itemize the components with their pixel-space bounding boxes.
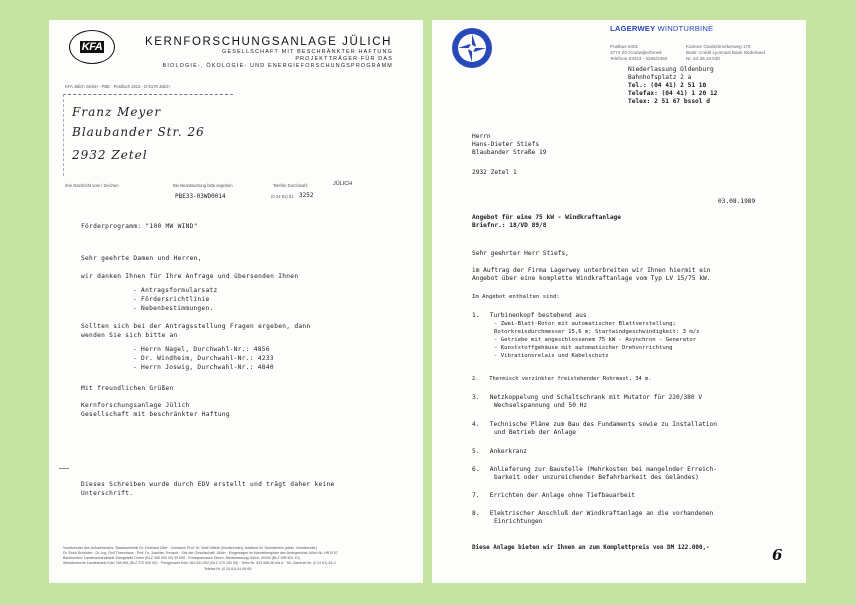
enclosure-1: - Antragsformularsatz [133, 287, 218, 294]
address-field [63, 94, 233, 176]
kfa-logo: KFA [69, 30, 115, 64]
offer-item-5: 5. Ankerkranz [472, 448, 527, 455]
ref-label-1: Ihre Nachricht vom / Zeichen [65, 183, 119, 188]
subject: Förderprogramm: "100 MW WIND" [81, 223, 198, 230]
postbus-line-1: Postbus 6401 [610, 44, 639, 49]
letter-date: 03.08.1989 [718, 198, 756, 205]
kantoor-line-3: Nr. 64.46.19.530 [686, 56, 720, 61]
price-line: Diese Anlage bieten wir Ihnen an zum Komplettpreis von DM 122.000,- [472, 545, 710, 551]
footer-line-3: Bankkonten: Landeszentralbank Zweigstelle Düren (BLZ 395 000 00) 39 609 · Kreissparkasse Düren, Niederlassung Jülich, 40330 (BLZ 395 501 10) [63, 556, 300, 560]
branch-telephone: Tel.: (04 41) 2 51 10 [628, 82, 707, 89]
ref-city: JÜLICH [333, 181, 353, 187]
page-number: 6 [772, 546, 783, 564]
body-text-2a: Sollten sich bei der Antragsstellung Fragen ergeben, dann [81, 323, 311, 330]
org-subtitle-3: BIOLOGIE-, ÖKOLOGIE- UND ENERGIEFORSCHUNGSPROGRAMM [162, 63, 393, 69]
sender-line: KFA Jülich GmbH · PBE · Postfach 1913 · D-5170 Jülich [65, 84, 170, 89]
item-1-detail-line: - Vibrationsrelais und Kabelschutz [494, 352, 609, 359]
offer-item-1: 1. Turbinenkopf bestehend aus [472, 312, 587, 319]
postbus-line-2: 3774 ZG Kootwijkerbroek [610, 50, 662, 55]
offer-item-7: 7. Errichten der Anlage ohne Tiefbauarbeit [472, 492, 636, 499]
item-1-detail-line: - Kunststoffgehäuse mit automatischer Drehvorrichtung [494, 344, 673, 351]
address-line-1: Franz Meyer [72, 105, 162, 119]
salutation: Sehr geehrte Damen und Herren, [81, 255, 202, 262]
signature-line-1: Kernforschungsanlage Jülich [81, 402, 190, 409]
item-1-detail-line: Rotorkreisdurchmesser 15,6 m; Startwindgeschwindigkeit: 3 m/s [494, 328, 700, 335]
postbus-line-3: Telefoon 03423 - 2266/2363 [610, 56, 668, 61]
kantoor-line-2: Bank: Crédit Lyonnais Bank Nederland [686, 50, 765, 55]
brand-name: LAGERWEY WINDTURBINE [610, 24, 714, 33]
enclosure-2: - Fördersrichtlinie [133, 296, 210, 303]
recipient-line-1: Herrn [472, 133, 491, 140]
item-1-detail-line: - Getriebe mit angeschlossenem 75 kW - Asynchron - Generator [494, 336, 697, 343]
intro-line-2: Angebot über eine komplette Windkraftanlage vom Typ LV 15/75 kW. [472, 275, 711, 282]
closing: Mit freundlichen Grüßen [81, 385, 174, 392]
lagerwey-letter-page [432, 20, 806, 583]
contact-1: - Herrn Nagel, Durchwahl-Nr.: 4856 [133, 346, 270, 353]
subject-line-1: Angebot für eine 75 kW - Windkraftanlage [472, 214, 622, 221]
ref-extension: 3252 [299, 192, 314, 199]
recipient-line-2: Hans-Dieter Stiefs [472, 141, 540, 148]
footer-line-1: Vorsitzender des Aufsichtsrates: Staatssekretär Dr. Gebhard Ziller · Vorstand: Prof. Dr. Wolf Häfele (Vorsitzender), Adalbert W. Schmieberb (stellv. Vorsitzender) [63, 546, 317, 550]
recipient-city: 2932 Zetel 1 [472, 169, 517, 176]
offer-item-2: 2. Thermisch verzinkter freistehender Rohrmast, 34 m. [472, 376, 652, 382]
branch-line-1: Niederlassung Oldenburg [628, 66, 714, 73]
branch-telefax: Telefax: (04 41) 1 20 12 [628, 90, 718, 97]
fold-mark [59, 468, 69, 469]
edv-note-1: Dieses Schreiben wurde durch EDV erstellt und trägt daher keine [81, 481, 335, 488]
offer-item-6: 6. Anlieferung zur Baustelle (Mehrkosten bei mangelnder Erreich- barkeit oder unzureichender Befahrbarkeit des Geländes) [472, 466, 717, 481]
body-text-2b: wenden Sie sich bitte an [81, 332, 178, 339]
edv-note-2: Unterschrift. [81, 490, 134, 497]
footer-line-2: Dr. Erich Schröder · Dr.-Ing. Rolf Theenhaus · Prof. Dr. Joachim Treusch · Sitz der Gesellschaft: Jülich · Eingetragen im Handelsregister des Amtsgerichts Jülich Nr. HR B 57 [63, 551, 338, 555]
intro-line-1: im Auftrag der Firma Lagerwey unterbreiten wir Ihnen hiermit ein [472, 267, 711, 274]
enclosure-3: - Nebenbestimmungen. [133, 305, 214, 312]
ref-label-3: Telefon Durchwahl [273, 183, 308, 188]
kfa-letter-page [49, 20, 423, 583]
org-subtitle-1: GESELLSCHAFT MIT BESCHRÄNKTER HAFTUNG [222, 49, 393, 55]
kantoor-line-1: Kantoor Garderbroekerweg 175 [686, 44, 751, 49]
recipient-line-3: Blaubander Straße 19 [472, 149, 547, 156]
lagerwey-logo-icon [450, 26, 494, 70]
branch-line-2: Bahnhofsplatz 2 a [628, 74, 692, 81]
footer-line-5: Telefax Nr. (0 24 61) 61 69 69 [204, 567, 252, 571]
footer-line-4: Westdeutsche Landesbank Köln 758 964 (BLZ 370 500 00) · Postgiroamt Köln 164 931-502 (BLZ 370 100 50) · Telex Nr. 833 556-50 kfa d · Tel.-Sammel-Nr. (0 24 61) 61-0 [63, 561, 336, 565]
org-subtitle-2: PROJEKTTRÄGER FÜR DAS [295, 56, 393, 62]
body-text-1: wir danken Ihnen für Ihre Anfrage und übersenden Ihnen [81, 273, 299, 280]
item-1-detail-line: - Zwei-Blatt-Rotor mit automatischer Blattverstellung; [494, 321, 676, 327]
ref-label-2: Bei Beantwortung bitte angeben [173, 183, 233, 188]
offer-item-8: 8. Elektrischer Anschluß der Windkraftanlage an die vorhandenen Einrichtungen [472, 510, 714, 525]
address-line-3: 2932 Zetel [72, 148, 148, 162]
subject-line-2: Briefnr.: 18/VD 89/8 [472, 222, 547, 229]
contact-2: - Dr. Windheim, Durchwahl-Nr.: 4233 [133, 355, 274, 362]
offer-item-1-detail [494, 321, 699, 361]
salutation: Sehr geehrter Herr Stiefs, [472, 250, 569, 257]
org-title: KERNFORSCHUNGSANLAGE JÜLICH [145, 36, 393, 48]
signature-line-2: Gesellschaft mit beschränkter Haftung [81, 411, 230, 418]
offer-item-4: 4. Technische Pläne zum Bau des Fundaments sowie zu Installation und Betrieb der Anlage [472, 421, 717, 436]
address-line-2: Blaubander Str. 26 [72, 125, 205, 139]
ref-phone: (0 24 61) 61 [271, 194, 294, 199]
ref-code: PBE33-03WD0014 [175, 193, 226, 200]
intro-line-3: Im Angebot enthalten sind: [472, 294, 560, 300]
contact-3: - Herrn Joswig, Durchwahl-Nr.: 4840 [133, 364, 274, 371]
branch-telex: Telex: 2 51 67 bssol d [628, 98, 710, 105]
offer-item-3: 3. Netzkoppelung und Schaltschrank mit Mutator für 220/380 V Wechselspannung und 50 Hz [472, 394, 703, 409]
